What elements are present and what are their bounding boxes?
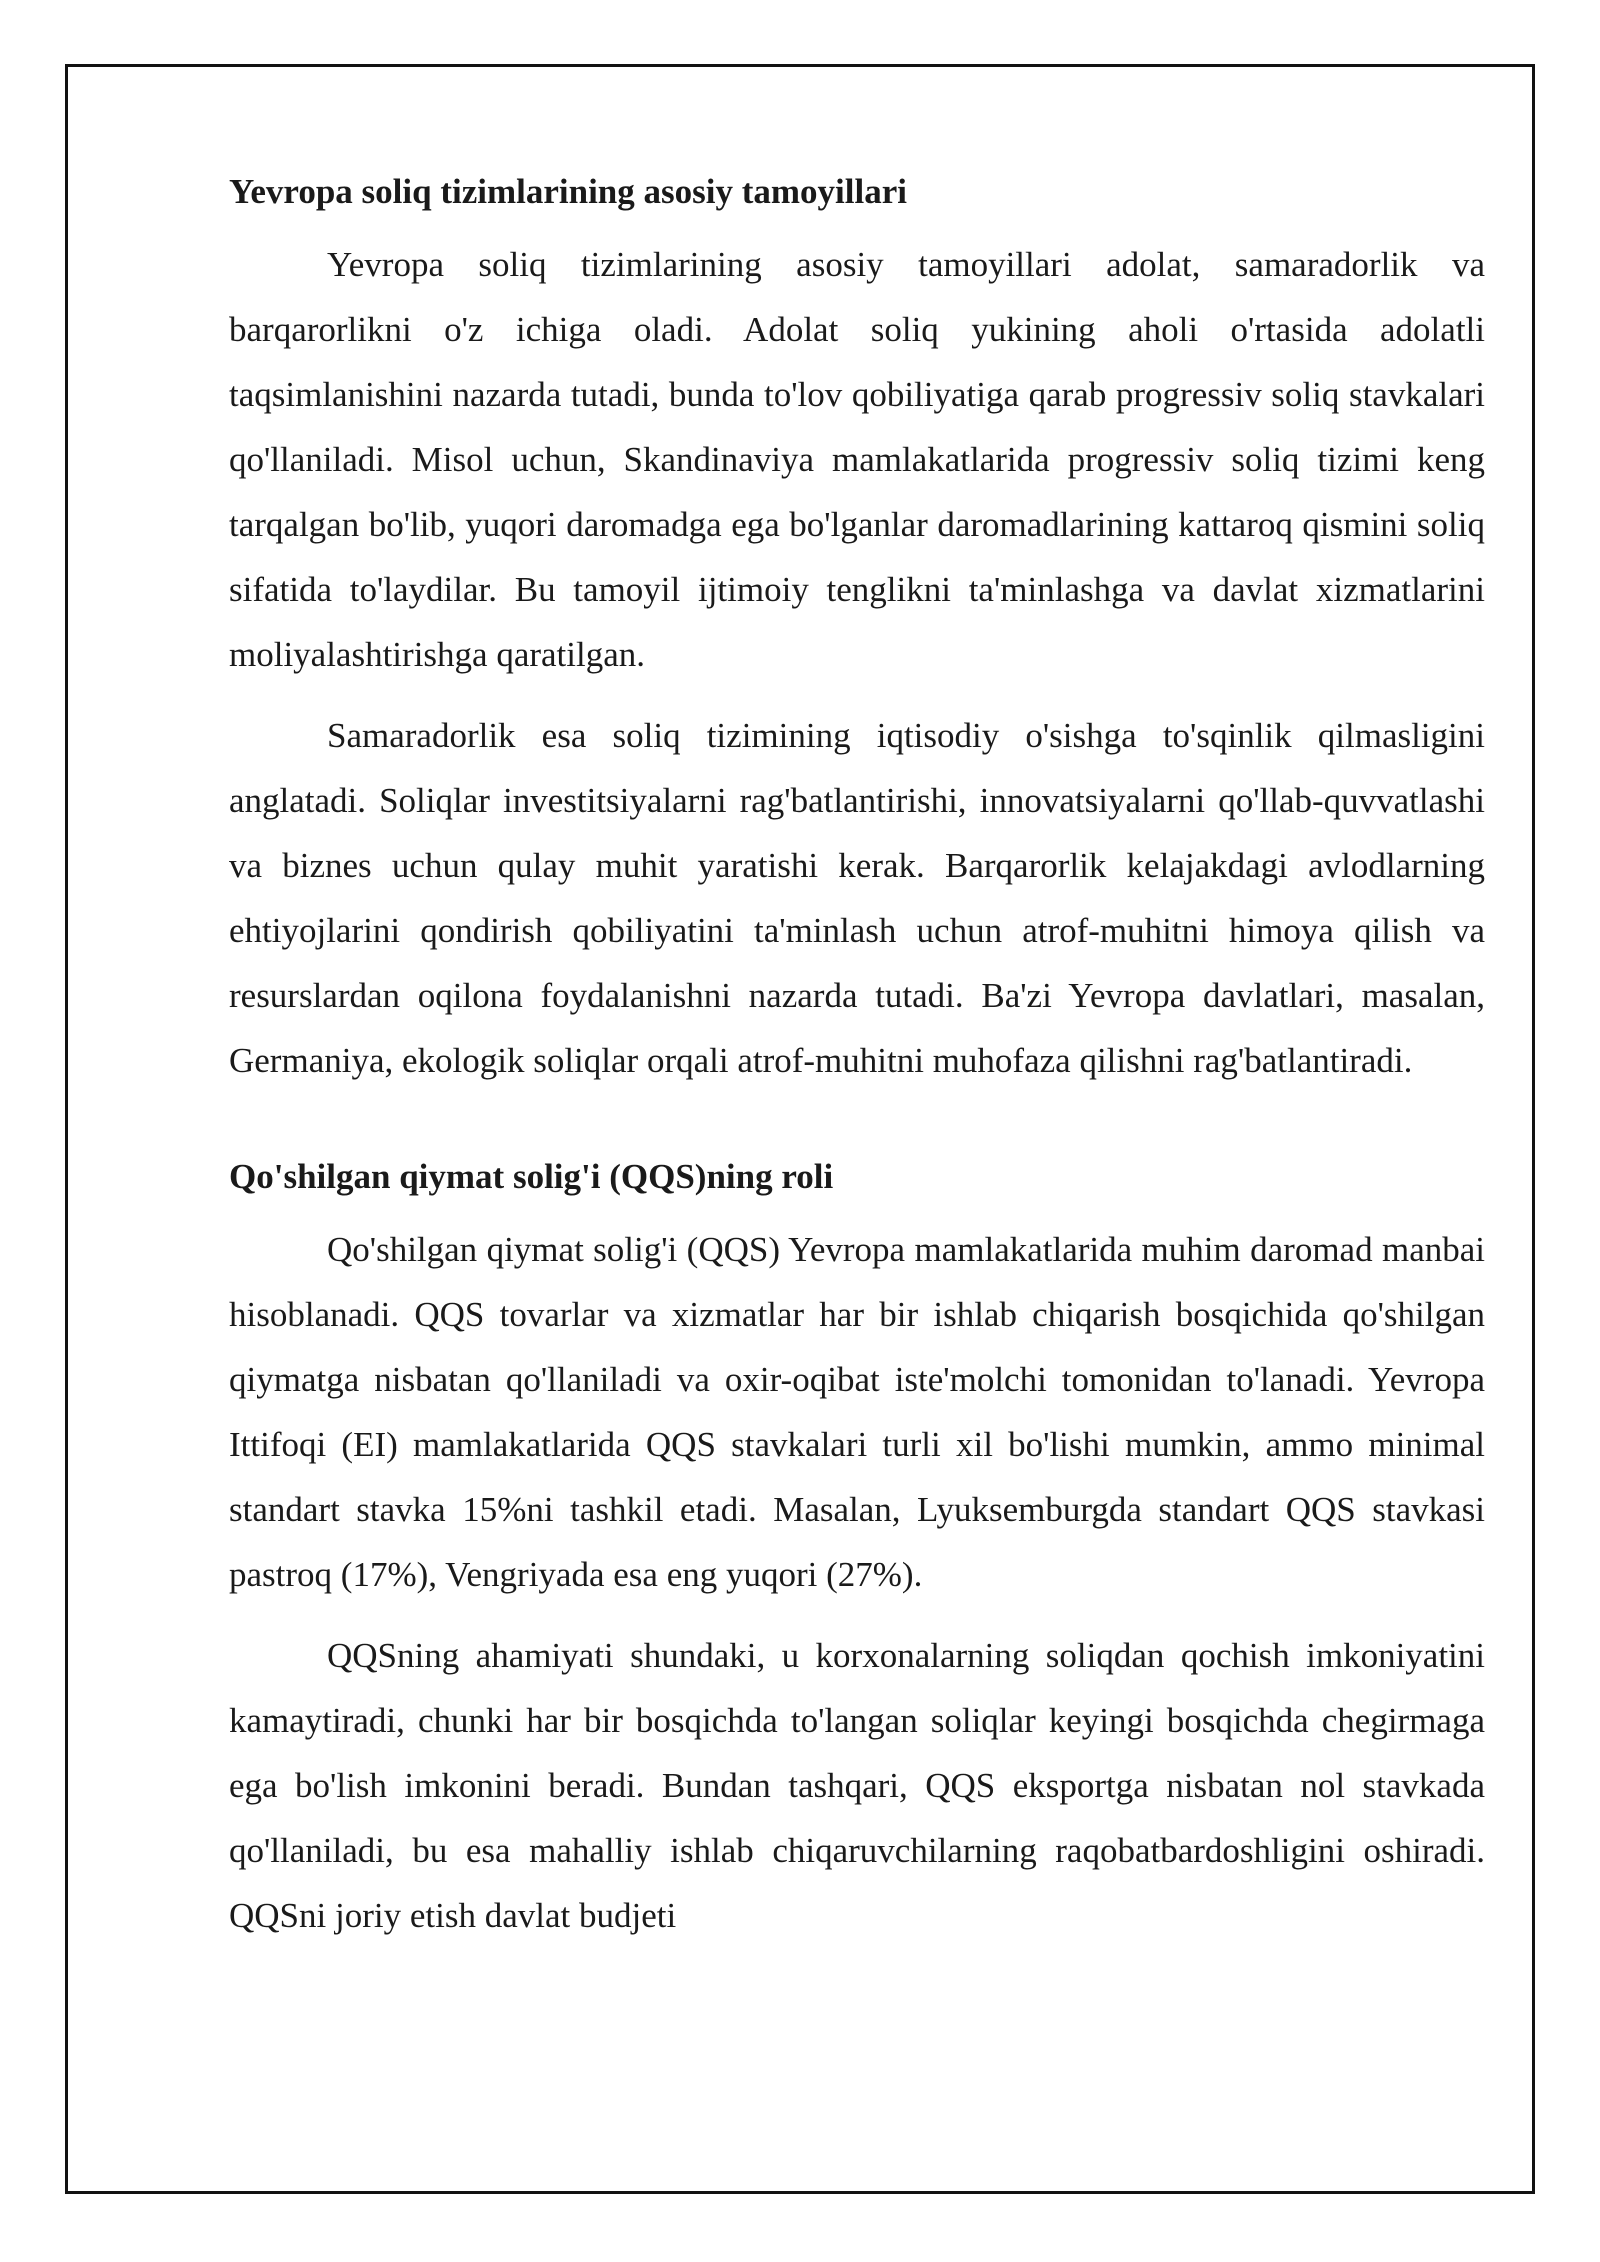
section-vat-role xyxy=(229,1153,1485,1948)
document-body xyxy=(229,168,1485,1964)
paragraph: Qo'shilgan qiymat solig'i (QQS) Yevropa mamlakatlarida muhim daromad manbai hisoblanadi. QQS tovarlar va xizmatlar har bir ishlab chiqarish bosqichida qo'shilgan qiymatga nisbatan qo'llaniladi va oxir-oqibat iste'molchi tomonidan to'lanadi. Yevropa Ittifoqi (EI) mamlakatlarida QQS stavkalari turli xil bo'lishi mumkin, ammo minimal standart stavka 15%ni tashkil etadi. Masalan, Lyuksemburgda standart QQS stavkasi pastroq (17%), Vengriyada esa eng yuqori (27%). xyxy=(229,1230,1485,1594)
paragraph: Yevropa soliq tizimlarining asosiy tamoyillari adolat, samaradorlik va barqarorlikni o'z ichiga oladi. Adolat soliq yukining aholi o'rtasida adolatli taqsimlanishini nazarda tutadi, bunda to'lov qobiliyatiga qarab progressiv soliq stavkalari qo'llaniladi. Misol uchun, Skandinaviya mamlakatlarida progressiv soliq tizimi keng tarqalgan bo'lib, yuqori daromadga ega bo'lganlar daromadlarining kattaroq qismini soliq sifatida to'laydilar. Bu tamoyil ijtimoiy tenglikni ta'minlashga va davlat xizmatlarini moliyalashtirishga qaratilgan. xyxy=(229,245,1485,674)
section-heading: Yevropa soliq tizimlarining asosiy tamoyillari xyxy=(229,172,907,211)
section-heading: Qo'shilgan qiymat solig'i (QQS)ning roli xyxy=(229,1157,834,1196)
section-principles xyxy=(229,168,1485,1093)
paragraph: Samaradorlik esa soliq tizimining iqtisodiy o'sishga to'sqinlik qilmasligini anglatadi. Soliqlar investitsiyalarni rag'batlantirishi, innovatsiyalarni qo'llab-quvvatlashi va biznes uchun qulay muhit yaratishi kerak. Barqarorlik kelajakdagi avlodlarning ehtiyojlarini qondirish qobiliyatini ta'minlash uchun atrof-muhitni himoya qilish va resurslardan oqilona foydalanishni nazarda tutadi. Ba'zi Yevropa davlatlari, masalan, Germaniya, ekologik soliqlar orqali atrof-muhitni muhofaza qilishni rag'batlantiradi. xyxy=(229,716,1485,1080)
section-spacer xyxy=(229,1109,1485,1153)
paragraph: QQSning ahamiyati shundaki, u korxonalarning soliqdan qochish imkoniyatini kamaytiradi, chunki har bir bosqichda to'langan soliqlar keyingi bosqichda chegirmaga ega bo'lish imkonini beradi. Bundan tashqari, QQS eksportga nisbatan nol stavkada qo'llaniladi, bu esa mahalliy ishlab chiqaruvchilarning raqobatbardoshligini oshiradi. QQSni joriy etish davlat budjeti xyxy=(229,1636,1485,1935)
